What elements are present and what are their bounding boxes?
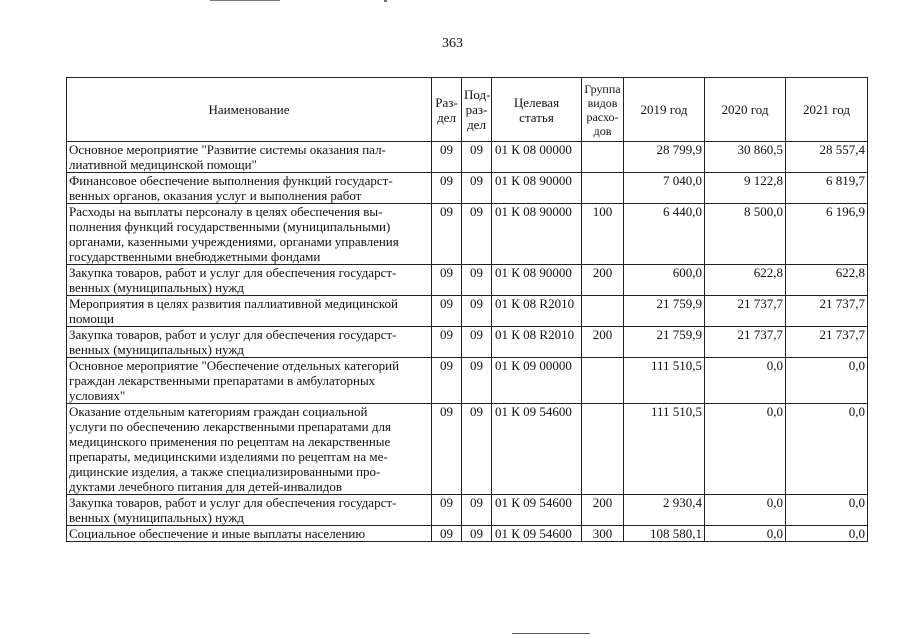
- cell-2020: 8 500,0: [705, 204, 786, 265]
- cell-expense-group: 200: [582, 495, 624, 526]
- cell-expense-group: 200: [582, 265, 624, 296]
- header-target-article: Целевая статья: [492, 78, 582, 142]
- cell-2021: 0,0: [786, 404, 868, 495]
- cell-name: Расходы на выплаты персоналу в целях обеспечения вы- полнения функций государственными (муниципальными) органами, казенными учреждениями, органами управления государственными внебюджетными фондами: [67, 204, 432, 265]
- cell-2020: 0,0: [705, 526, 786, 542]
- cell-section: 09: [432, 142, 462, 173]
- cell-target-article: 01 К 09 54600: [492, 404, 582, 495]
- cell-2021: 0,0: [786, 358, 868, 404]
- cell-name: Закупка товаров, работ и услуг для обеспечения государст- венных (муниципальных) нужд: [67, 265, 432, 296]
- cell-2019: 111 510,5: [624, 404, 705, 495]
- cell-2020: 30 860,5: [705, 142, 786, 173]
- cell-expense-group: [582, 358, 624, 404]
- cell-subsection: 09: [462, 204, 492, 265]
- cell-2019: 2 930,4: [624, 495, 705, 526]
- header-expense-group: Группа видов расхо- дов: [582, 78, 624, 142]
- top-edge-mark: [384, 0, 387, 2]
- header-section: Раз- дел: [432, 78, 462, 142]
- cell-subsection: 09: [462, 495, 492, 526]
- header-2021: 2021 год: [786, 78, 868, 142]
- cell-section: 09: [432, 495, 462, 526]
- cell-target-article: 01 К 08 90000: [492, 204, 582, 265]
- cell-target-article: 01 К 09 54600: [492, 495, 582, 526]
- cell-name: Социальное обеспечение и иные выплаты населению: [67, 526, 432, 542]
- cell-name: Основное мероприятие "Обеспечение отдельных категорий граждан лекарственными препаратами в амбулаторных условиях": [67, 358, 432, 404]
- cell-section: 09: [432, 173, 462, 204]
- cell-subsection: 09: [462, 296, 492, 327]
- cell-2019: 108 580,1: [624, 526, 705, 542]
- cell-subsection: 09: [462, 142, 492, 173]
- cell-2019: 111 510,5: [624, 358, 705, 404]
- cell-2021: 0,0: [786, 526, 868, 542]
- header-row: [67, 78, 868, 142]
- cell-expense-group: 100: [582, 204, 624, 265]
- cell-name: Оказание отдельным категориям граждан социальной услуги по обеспечению лекарственными препаратами для медицинского применения по рецептам на лекарственные препараты, медицинскими изделиями по рецептам на ме- дицинские изделия, а также специализированными про- дуктами лечебного питания для детей-инвалидов: [67, 404, 432, 495]
- cell-2020: 21 737,7: [705, 296, 786, 327]
- cell-target-article: 01 К 08 90000: [492, 265, 582, 296]
- cell-expense-group: [582, 296, 624, 327]
- cell-section: 09: [432, 526, 462, 542]
- table-row: [67, 296, 868, 327]
- cell-2021: 622,8: [786, 265, 868, 296]
- table-row: [67, 404, 868, 495]
- cell-expense-group: [582, 404, 624, 495]
- cell-expense-group: [582, 142, 624, 173]
- cell-2021: 6 819,7: [786, 173, 868, 204]
- cell-2021: 21 737,7: [786, 296, 868, 327]
- top-edge-line: [210, 0, 280, 1]
- cell-expense-group: 200: [582, 327, 624, 358]
- cell-section: 09: [432, 358, 462, 404]
- cell-2021: 21 737,7: [786, 327, 868, 358]
- cell-section: 09: [432, 404, 462, 495]
- cell-2019: 7 040,0: [624, 173, 705, 204]
- cell-2020: 622,8: [705, 265, 786, 296]
- cell-subsection: 09: [462, 404, 492, 495]
- table-row: [67, 358, 868, 404]
- cell-name: Основное мероприятие "Развитие системы оказания пал- лиативной медицинской помощи": [67, 142, 432, 173]
- table-header: [67, 78, 868, 142]
- header-2020: 2020 год: [705, 78, 786, 142]
- cell-target-article: 01 К 08 R2010: [492, 327, 582, 358]
- cell-name: Закупка товаров, работ и услуг для обеспечения государст- венных (муниципальных) нужд: [67, 495, 432, 526]
- cell-target-article: 01 К 08 90000: [492, 173, 582, 204]
- cell-subsection: 09: [462, 358, 492, 404]
- table-body: [67, 142, 868, 542]
- header-subsection: Под- раз- дел: [462, 78, 492, 142]
- cell-2019: 21 759,9: [624, 296, 705, 327]
- cell-2021: 28 557,4: [786, 142, 868, 173]
- table-row: [67, 327, 868, 358]
- cell-section: 09: [432, 204, 462, 265]
- cell-2019: 28 799,9: [624, 142, 705, 173]
- cell-expense-group: 300: [582, 526, 624, 542]
- cell-section: 09: [432, 327, 462, 358]
- cell-2019: 21 759,9: [624, 327, 705, 358]
- header-2019: 2019 год: [624, 78, 705, 142]
- table-row: [67, 265, 868, 296]
- cell-section: 09: [432, 296, 462, 327]
- cell-section: 09: [432, 265, 462, 296]
- budget-table: [66, 77, 868, 542]
- cell-subsection: 09: [462, 327, 492, 358]
- table-row: [67, 526, 868, 542]
- cell-2020: 0,0: [705, 404, 786, 495]
- cell-2020: 21 737,7: [705, 327, 786, 358]
- cell-subsection: 09: [462, 265, 492, 296]
- cell-expense-group: [582, 173, 624, 204]
- cell-subsection: 09: [462, 173, 492, 204]
- footer-line: [512, 633, 590, 634]
- table-row: [67, 495, 868, 526]
- cell-target-article: 01 К 08 00000: [492, 142, 582, 173]
- cell-target-article: 01 К 09 00000: [492, 358, 582, 404]
- table-row: [67, 173, 868, 204]
- cell-target-article: 01 К 09 54600: [492, 526, 582, 542]
- cell-name: Мероприятия в целях развития паллиативной медицинской помощи: [67, 296, 432, 327]
- cell-2021: 6 196,9: [786, 204, 868, 265]
- table-row: [67, 204, 868, 265]
- cell-2021: 0,0: [786, 495, 868, 526]
- cell-name: Финансовое обеспечение выполнения функций государст- венных органов, оказания услуг и выполнения работ: [67, 173, 432, 204]
- cell-2020: 0,0: [705, 495, 786, 526]
- cell-2019: 6 440,0: [624, 204, 705, 265]
- cell-target-article: 01 К 08 R2010: [492, 296, 582, 327]
- cell-2020: 9 122,8: [705, 173, 786, 204]
- cell-subsection: 09: [462, 526, 492, 542]
- header-name: Наименование: [67, 78, 432, 142]
- cell-2020: 0,0: [705, 358, 786, 404]
- table-row: [67, 142, 868, 173]
- cell-2019: 600,0: [624, 265, 705, 296]
- page-number: 363: [442, 36, 463, 51]
- cell-name: Закупка товаров, работ и услуг для обеспечения государст- венных (муниципальных) нужд: [67, 327, 432, 358]
